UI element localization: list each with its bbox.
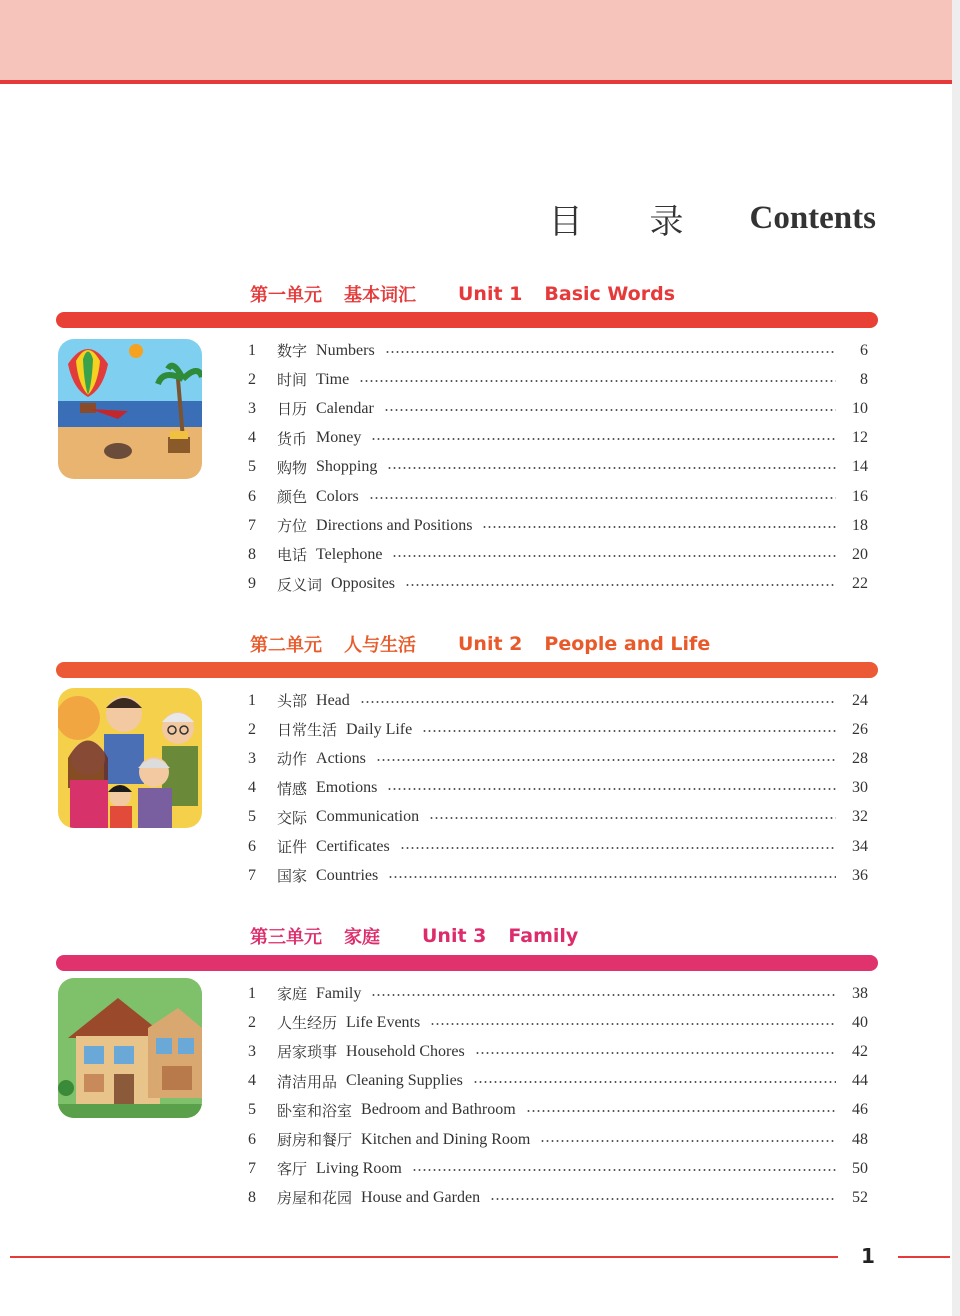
toc-entry[interactable] (240, 1125, 868, 1154)
entry-page: 12 (852, 429, 868, 447)
entry-number: 3 (248, 399, 256, 417)
entry-title-cn: 交际 (277, 808, 308, 827)
entry-title-cn: 购物 (277, 458, 308, 477)
entry-title-cn: 家庭 (277, 985, 308, 1004)
entry-page: 30 (852, 779, 868, 797)
entry-title-en: Emotions (316, 779, 378, 797)
family-portrait-illustration (58, 688, 202, 828)
toc-entry[interactable] (240, 1183, 868, 1212)
entry-title-en: Communication (316, 808, 420, 826)
unit-2-topic-cn: 人与生活 (344, 635, 416, 656)
entry-title-cn: 居家琐事 (277, 1043, 338, 1062)
dot-leader (412, 1169, 836, 1171)
entry-page: 24 (852, 691, 868, 709)
entry-title-cn: 动作 (277, 750, 308, 769)
unit-1-label: Unit 1 (458, 283, 523, 305)
entry-page: 28 (852, 749, 868, 767)
toc-entry[interactable] (240, 1067, 868, 1096)
entry-title-cn: 客厅 (277, 1160, 308, 1179)
entry-page: 20 (852, 545, 868, 563)
unit-1-header (250, 278, 675, 310)
entry-title-en: Family (316, 984, 362, 1002)
toc-entry[interactable] (240, 715, 868, 744)
toc-entry[interactable] (240, 803, 868, 832)
entry-number: 5 (248, 1101, 256, 1119)
entry-title-cn: 清洁用品 (277, 1072, 338, 1091)
entry-title-en: Life Events (346, 1013, 421, 1031)
entry-page: 50 (852, 1159, 868, 1177)
toc-entry[interactable] (240, 1154, 868, 1183)
entry-title-en: Bedroom and Bathroom (361, 1101, 516, 1119)
dot-leader (526, 1110, 836, 1112)
entry-number: 4 (248, 779, 256, 797)
entry-page: 34 (852, 837, 868, 855)
page-title-cn: 目 录 (548, 201, 712, 242)
entry-page: 42 (852, 1042, 868, 1060)
entry-title-cn: 房屋和花园 (277, 1189, 353, 1208)
entry-number: 1 (248, 984, 256, 1002)
entry-title-en: Certificates (316, 837, 390, 855)
entry-title-en: Time (316, 370, 350, 388)
toc-entry[interactable] (240, 1096, 868, 1125)
entry-title-en: Opposites (331, 575, 396, 593)
entry-page: 6 (860, 341, 868, 359)
entry-title-cn: 厨房和餐厅 (277, 1131, 353, 1150)
unit-1-toc (240, 336, 868, 599)
dot-leader (473, 1081, 836, 1083)
entry-page: 10 (852, 399, 868, 417)
dot-leader (384, 409, 836, 411)
unit-3-bar (56, 955, 878, 971)
header-band (0, 0, 952, 84)
entry-page: 32 (852, 808, 868, 826)
unit-2-label: Unit 2 (458, 633, 523, 655)
entry-page: 18 (852, 516, 868, 534)
toc-entry[interactable] (240, 540, 868, 569)
entry-title-en: Shopping (316, 458, 378, 476)
entry-title-cn: 电话 (277, 546, 308, 565)
entry-title-en: Numbers (316, 341, 375, 359)
entry-title-cn: 人生经历 (277, 1014, 338, 1033)
unit-2-title-en: People and Life (544, 633, 711, 655)
entry-title-en: Daily Life (346, 720, 413, 738)
toc-entry[interactable] (240, 979, 868, 1008)
entry-title-cn: 国家 (277, 867, 308, 886)
entry-title-cn: 货币 (277, 429, 308, 448)
entry-title-en: Cleaning Supplies (346, 1072, 463, 1090)
entry-title-en: Directions and Positions (316, 516, 473, 534)
entry-number: 1 (248, 341, 256, 359)
entry-page: 40 (852, 1013, 868, 1031)
entry-page: 14 (852, 458, 868, 476)
entry-page: 8 (860, 370, 868, 388)
entry-page: 52 (852, 1188, 868, 1206)
unit-2-label-cn: 第二单元 (250, 635, 322, 656)
entry-title-en: Money (316, 429, 362, 447)
dot-leader (422, 730, 836, 732)
unit-1-title-en: Basic Words (544, 283, 676, 305)
entry-page: 38 (852, 984, 868, 1002)
entry-title-cn: 头部 (277, 692, 308, 711)
entry-number: 6 (248, 487, 256, 505)
entry-number: 5 (248, 458, 256, 476)
toc-entry[interactable] (240, 1037, 868, 1066)
entry-number: 5 (248, 808, 256, 826)
dot-leader (430, 1023, 836, 1025)
entry-number: 8 (248, 545, 256, 563)
entry-number: 1 (248, 691, 256, 709)
dot-leader (371, 994, 836, 996)
toc-entry[interactable] (240, 453, 868, 482)
entry-page: 22 (852, 575, 868, 593)
unit-3-label: Unit 3 (422, 925, 487, 947)
entry-title-en: House and Garden (361, 1188, 481, 1206)
entry-title-en: Colors (316, 487, 359, 505)
dot-leader (405, 584, 836, 586)
entry-number: 6 (248, 837, 256, 855)
unit-1-topic-cn: 基本词汇 (344, 285, 416, 306)
dot-leader (540, 1140, 836, 1142)
toc-entry[interactable] (240, 832, 868, 861)
unit-3-title-en: Family (508, 925, 579, 947)
entry-title-en: Household Chores (346, 1042, 465, 1060)
entry-title-en: Actions (316, 749, 366, 767)
dot-leader (429, 817, 836, 819)
unit-2-toc (240, 686, 868, 890)
unit-3-topic-cn: 家庭 (344, 927, 380, 948)
unit-2-bar (56, 662, 878, 678)
entry-page: 26 (852, 720, 868, 738)
entry-number: 8 (248, 1188, 256, 1206)
entry-title-en: Kitchen and Dining Room (361, 1130, 531, 1148)
footer-rule (10, 1256, 838, 1258)
toc-entry[interactable] (240, 1008, 868, 1037)
entry-title-cn: 方位 (277, 517, 308, 536)
entry-title-cn: 颜色 (277, 488, 308, 507)
dot-leader (359, 380, 836, 382)
toc-entry[interactable] (240, 744, 868, 773)
entry-page: 46 (852, 1101, 868, 1119)
footer-rule-right (898, 1256, 950, 1258)
entry-number: 7 (248, 1159, 256, 1177)
entry-number: 2 (248, 370, 256, 388)
toc-entry[interactable] (240, 482, 868, 511)
entry-title-en: Telephone (316, 545, 383, 563)
entry-number: 3 (248, 749, 256, 767)
entry-title-cn: 情感 (277, 779, 308, 798)
unit-3-toc (240, 979, 868, 1213)
page-number: 1 (861, 1244, 875, 1268)
entry-title-cn: 时间 (277, 371, 308, 390)
entry-title-cn: 证件 (277, 838, 308, 857)
dot-leader (360, 701, 836, 703)
dot-leader (369, 497, 836, 499)
unit-1-bar (56, 312, 878, 328)
unit-1-label-cn: 第一单元 (250, 285, 322, 306)
house-cutaway-illustration (58, 978, 202, 1118)
dot-leader (385, 351, 836, 353)
dot-leader (475, 1052, 836, 1054)
entry-title-en: Living Room (316, 1159, 402, 1177)
dot-leader (392, 555, 836, 557)
entry-title-cn: 卧室和浴室 (277, 1101, 353, 1120)
entry-page: 48 (852, 1130, 868, 1148)
dot-leader (482, 526, 836, 528)
page-title (549, 194, 876, 242)
toc-entry[interactable] (240, 424, 868, 453)
entry-title-en: Countries (316, 866, 379, 884)
unit-3-header (250, 920, 578, 952)
entry-number: 2 (248, 720, 256, 738)
dot-leader (371, 438, 836, 440)
entry-page: 36 (852, 866, 868, 884)
entry-page: 16 (852, 487, 868, 505)
entry-number: 6 (248, 1130, 256, 1148)
entry-title-cn: 日历 (277, 400, 308, 419)
entry-title-en: Head (316, 691, 350, 709)
dot-leader (376, 759, 836, 761)
dot-leader (490, 1198, 836, 1200)
entry-title-en: Calendar (316, 399, 374, 417)
entry-number: 7 (248, 516, 256, 534)
entry-title-cn: 日常生活 (277, 721, 338, 740)
dot-leader (387, 467, 836, 469)
toc-entry[interactable] (240, 394, 868, 423)
unit-2-header (250, 628, 710, 660)
dot-leader (388, 876, 836, 878)
unit-3-label-cn: 第三单元 (250, 927, 322, 948)
toc-entry[interactable] (240, 336, 868, 365)
entry-number: 9 (248, 575, 256, 593)
entry-title-cn: 数字 (277, 342, 308, 361)
entry-number: 4 (248, 1072, 256, 1090)
toc-entry[interactable] (240, 365, 868, 394)
entry-page: 44 (852, 1072, 868, 1090)
entry-number: 4 (248, 429, 256, 447)
entry-title-cn: 反义词 (277, 575, 323, 594)
toc-entry[interactable] (240, 861, 868, 890)
page-title-en: Contents (749, 199, 876, 236)
hot-air-balloon-beach-illustration (58, 339, 202, 479)
toc-entry[interactable] (240, 774, 868, 803)
dot-leader (387, 788, 836, 790)
toc-entry[interactable] (240, 570, 868, 599)
toc-entry[interactable] (240, 686, 868, 715)
entry-number: 3 (248, 1042, 256, 1060)
entry-number: 2 (248, 1013, 256, 1031)
dot-leader (400, 847, 836, 849)
toc-entry[interactable] (240, 511, 868, 540)
page-edge (952, 0, 960, 1316)
entry-number: 7 (248, 866, 256, 884)
